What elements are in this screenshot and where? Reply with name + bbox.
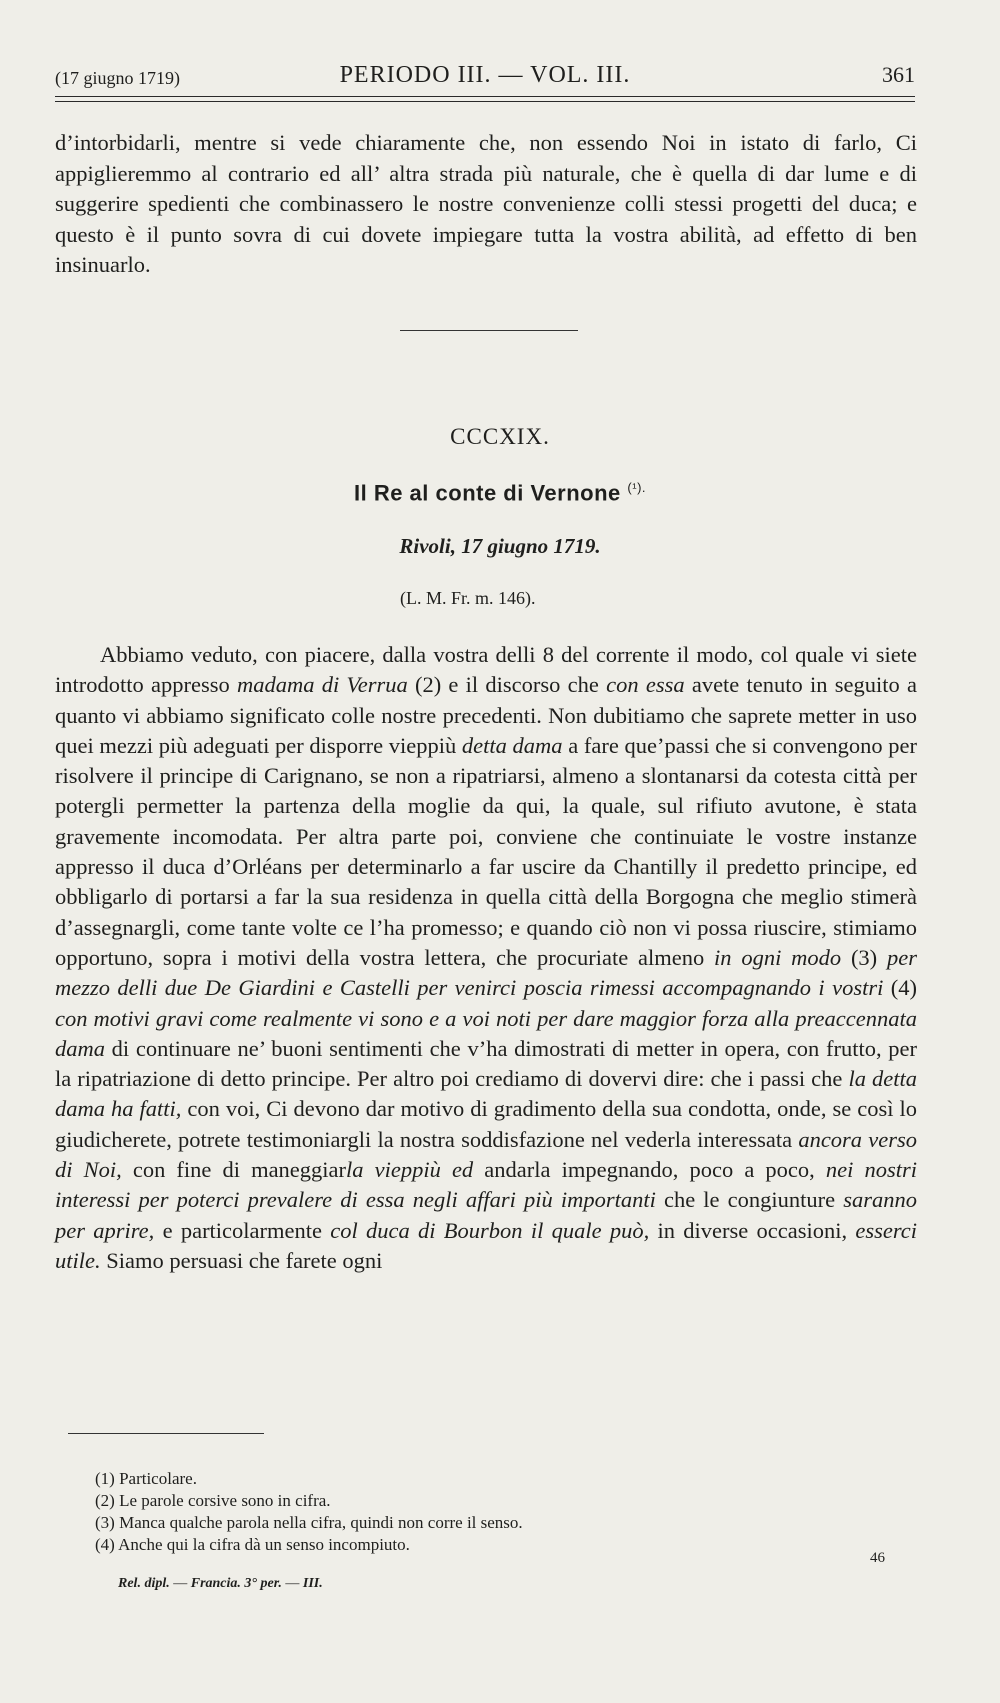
- header-date: (17 giugno 1719): [55, 68, 180, 88]
- body-text: (2) e il discorso che: [407, 672, 607, 698]
- footnote-ref: (¹).: [627, 480, 647, 495]
- signature-dash: —: [169, 1576, 191, 1591]
- section-separator: [400, 330, 578, 331]
- letter-place-date: Rivoli, 17 giugno 1719.: [399, 534, 601, 558]
- cipher-text: la detta dama ha fatti,: [55, 1066, 917, 1122]
- cipher-text: saranno per aprire,: [55, 1187, 917, 1243]
- page-number: 361: [882, 62, 915, 87]
- body-text: (4): [883, 975, 917, 1001]
- body-text: e particolarmente: [154, 1217, 331, 1243]
- signature-end: III.: [302, 1576, 323, 1591]
- cipher-text: la vieppiù ed: [346, 1157, 474, 1183]
- cipher-text: esserci utile.: [55, 1217, 918, 1273]
- letter-body: [55, 640, 917, 1276]
- body-text: Abbiamo veduto, con piacere, dalla vostra delli 8 del corrente il modo, col quale vi siete introdotto appresso: [55, 642, 917, 698]
- header-title: PERIODO III. — VOL. III.: [339, 62, 631, 88]
- body-text: con voi, Ci devono dar motivo di gradimento della sua condotta, onde, se così lo giudicherete, potrete testimoniargli la nostra soddisfazione nel vederla interessata: [55, 1096, 917, 1152]
- cipher-text: madama di Verrua: [236, 672, 408, 698]
- header-rule: [55, 96, 915, 102]
- cipher-text: con essa: [606, 672, 685, 698]
- cipher-text: con motivi gravi come realmente vi sono e a voi noti per dare maggior forza alla preaccennata dama: [55, 1005, 917, 1061]
- body-text: (3): [841, 944, 887, 970]
- paragraph-continuation: d’intorbidarli, mentre si vede chiaramente che, non essendo Noi in istato di farlo, Ci appiglieremmo al contrario ed all’ altra strada più naturale, che è quella di dar lume e di suggerire spedienti che combinassero le nostre convenienze colli stessi progetti del duca; e questo è il punto sovra di cui dovete impiegare tutta la vostra abilità, ad effetto di ben insinuarlo.: [55, 130, 917, 277]
- body-text: di continuare ne’ buoni sentimenti che v’ha dimostrati di metter in opera, con frutto, per la ripatriazione di detto principe. Per altro poi crediamo di dovervi dire: che i passi che: [55, 1035, 917, 1092]
- cipher-text: ancora verso di Noi,: [55, 1126, 917, 1183]
- body-text: Siamo persuasi che farete ogni: [100, 1247, 383, 1273]
- print-signature: [118, 1576, 323, 1592]
- body-text: andarla impegnando, poco a poco,: [473, 1157, 826, 1183]
- letter-title: [0, 480, 1000, 506]
- letter-source: (L. M. Fr. m. 146).: [400, 588, 536, 608]
- signature-series: Rel. dipl.: [118, 1576, 170, 1591]
- footnote: (3) Manca qualche parola nella cifra, quindi non corre il senso.: [95, 1513, 523, 1532]
- sheet-number: 46: [870, 1550, 885, 1566]
- footnote: (2) Le parole corsive sono in cifra.: [95, 1491, 331, 1510]
- running-head: [55, 60, 915, 94]
- body-text: a fare que’passi che si convengono per risolvere il principe di Carignano, se non a ripatriarsi, almeno a slontanarsi da cotesta città per potergli permetter la partenza della moglie da qui, la quale, sul rifiuto avutone, è stata gravemente incomodata. Per altra parte poi, conviene che continuiate le vostre instanze appresso il duca d’Orléans per determinarlo a far uscire da Chantilly il predetto principe, ed obbligarlo di portarsi a far la sua residenza in quella città della Borgogna che meglio stimerà d’assegnargli, come tante volte ce l’ha promesso; e quando ciò non vi possa riuscire, stimiamo opportuno, sopra i motivi della vostra lettera, che procuriate almeno: [55, 732, 917, 970]
- body-text: che le congiunture: [655, 1187, 844, 1213]
- cipher-text: per mezzo delli due De Giardini e Castelli per venirci poscia rimessi accompagnando i vostri: [55, 944, 917, 1001]
- footnotes: [95, 1468, 795, 1556]
- letter-title-text: Il Re al conte di Vernone: [353, 480, 621, 506]
- footnote-rule: [68, 1433, 264, 1434]
- body-text: avete tenuto in seguito a quanto vi abbiamo significato colle nostre precedenti. Non dubitiamo che saprete metter in uso quei mezzi più adeguati per disporre vieppiù: [55, 672, 917, 758]
- cipher-text: in ogni modo: [714, 944, 842, 970]
- cipher-text: detta dama: [461, 732, 563, 758]
- signature-dash: —: [281, 1576, 303, 1591]
- letter-number: CCCXIX.: [450, 424, 550, 449]
- signature-volume: Francia. 3° per.: [190, 1576, 282, 1591]
- footnote: (1) Particolare.: [95, 1469, 197, 1488]
- body-text: in diverse occasioni,: [649, 1217, 856, 1243]
- cipher-text: nei nostri interessi per poterci prevalere di essa negli affari più importanti: [55, 1157, 917, 1213]
- body-text: con fine di maneggiar: [121, 1157, 347, 1183]
- footnote: (4) Anche qui la cifra dà un senso incompiuto.: [95, 1535, 410, 1554]
- cipher-text: col duca di Bourbon il quale può,: [330, 1217, 650, 1243]
